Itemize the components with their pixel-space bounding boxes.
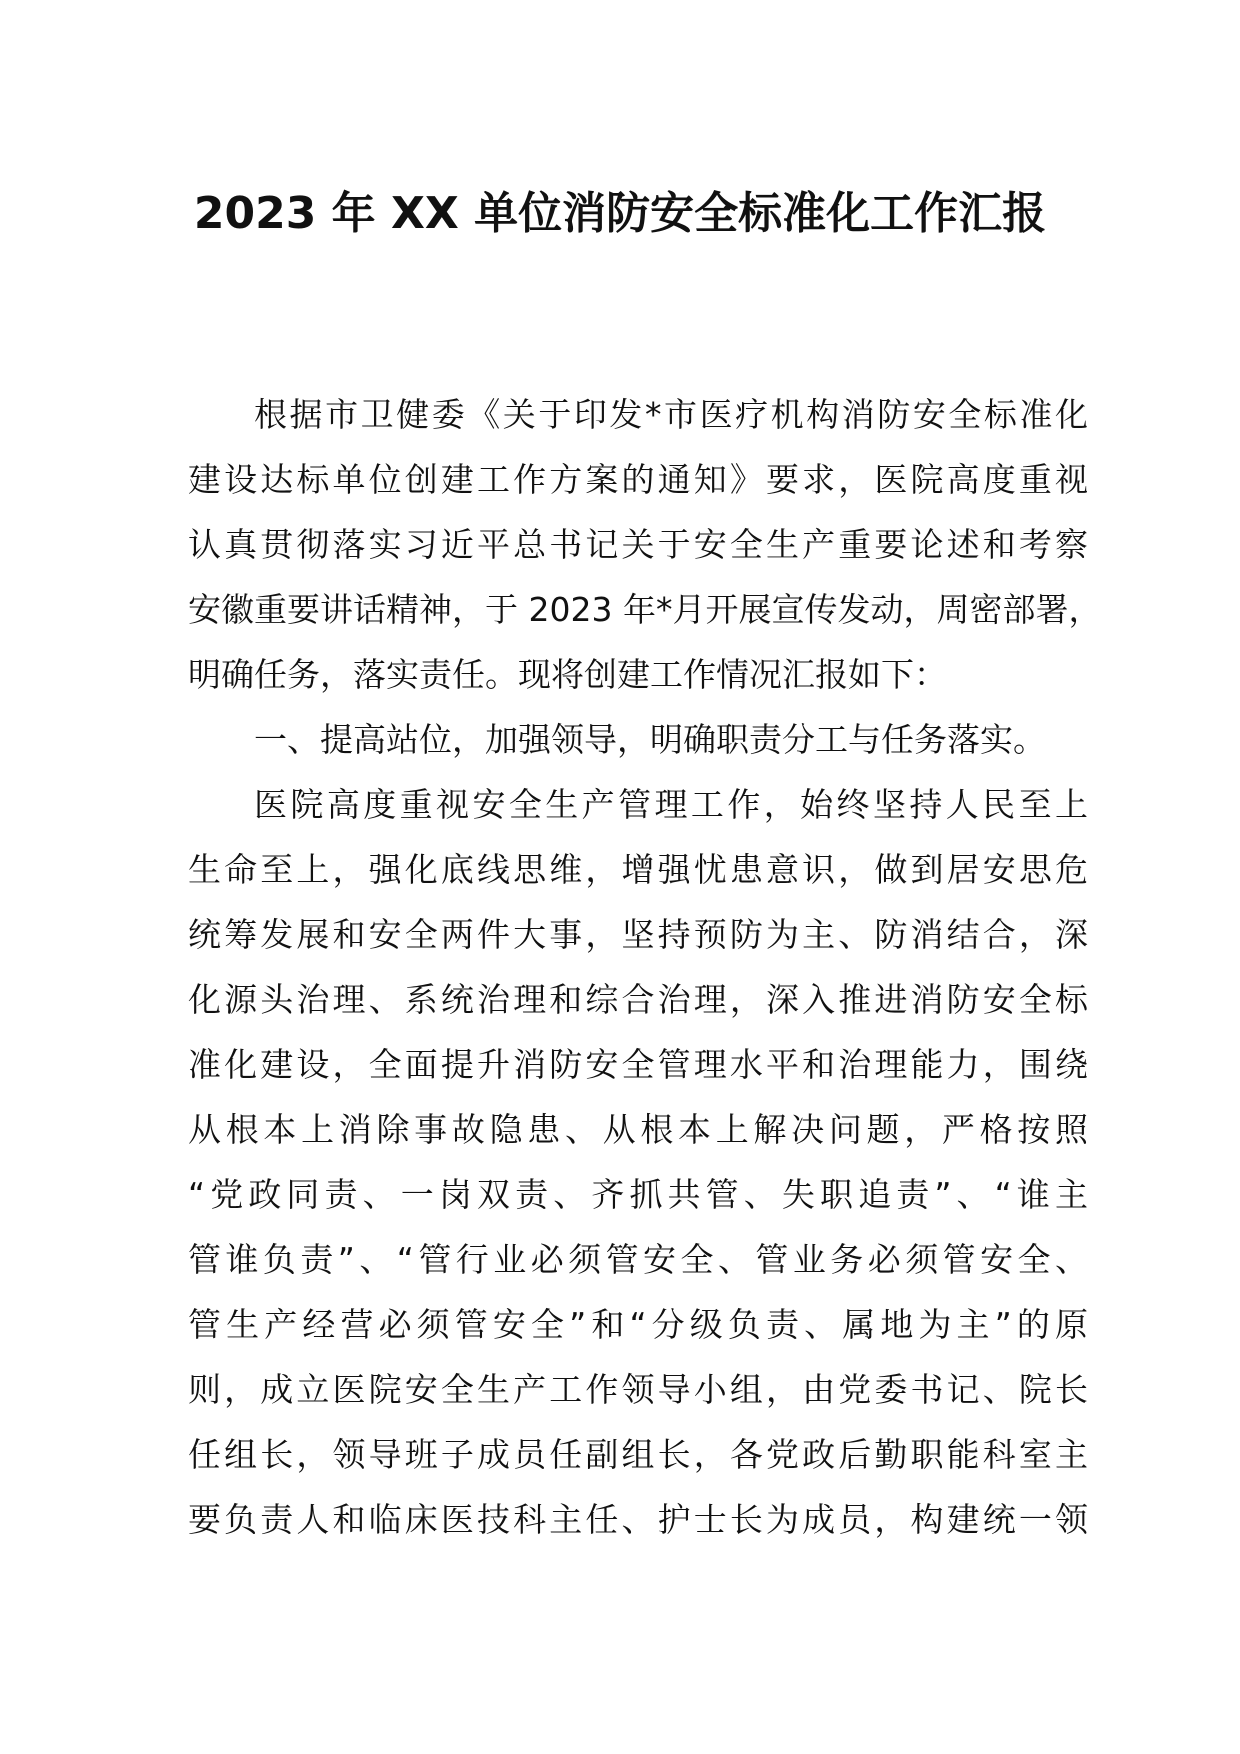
- paragraph-line: 安徽重要讲话精神，于 2023 年*月开展宣传发动，周密部署，: [188, 590, 1102, 629]
- paragraph-line: 准化建设，全面提升消防安全管理水平和治理能力，围绕: [188, 1045, 1088, 1084]
- paragraph-line: 化源头治理、系统治理和综合治理，深入推进消防安全标: [188, 980, 1088, 1019]
- paragraph-line: 管生产经营必须管安全”和“分级负责、属地为主”的原: [188, 1305, 1088, 1344]
- paragraph-line: “党政同责、一岗双责、齐抓共管、失职追责”、“谁主: [188, 1175, 1088, 1214]
- paragraph-line: 根据市卫健委《关于印发*市医疗机构消防安全标准化: [254, 395, 1088, 434]
- paragraph-line: 医院高度重视安全生产管理工作，始终坚持人民至上: [254, 785, 1088, 824]
- paragraph-line: 生命至上，强化底线思维，增强忧患意识，做到居安思危: [188, 850, 1088, 889]
- paragraph-line: 则，成立医院安全生产工作领导小组，由党委书记、院长: [188, 1370, 1088, 1409]
- paragraph-line: 要负责人和临床医技科主任、护士长为成员，构建统一领: [188, 1500, 1088, 1539]
- section-heading: 一、提高站位，加强领导，明确职责分工与任务落实。: [254, 720, 1046, 759]
- paragraph-line: 建设达标单位创建工作方案的通知》要求，医院高度重视: [188, 460, 1088, 499]
- document-body: [188, 382, 1102, 1552]
- document-title: 2023 年 XX 单位消防安全标准化工作汇报: [193, 188, 1047, 239]
- paragraph-line: 认真贯彻落实习近平总书记关于安全生产重要论述和考察: [188, 525, 1088, 564]
- paragraph-line: 管谁负责”、“管行业必须管安全、管业务必须管安全、: [188, 1240, 1088, 1279]
- paragraph-line: 统筹发展和安全两件大事，坚持预防为主、防消结合，深: [188, 915, 1088, 954]
- paragraph-line: 从根本上消除事故隐患、从根本上解决问题，严格按照: [188, 1110, 1088, 1149]
- paragraph-line: 明确任务，落实责任。现将创建工作情况汇报如下：: [188, 655, 947, 694]
- paragraph-line: 任组长，领导班子成员任副组长，各党政后勤职能科室主: [188, 1435, 1088, 1474]
